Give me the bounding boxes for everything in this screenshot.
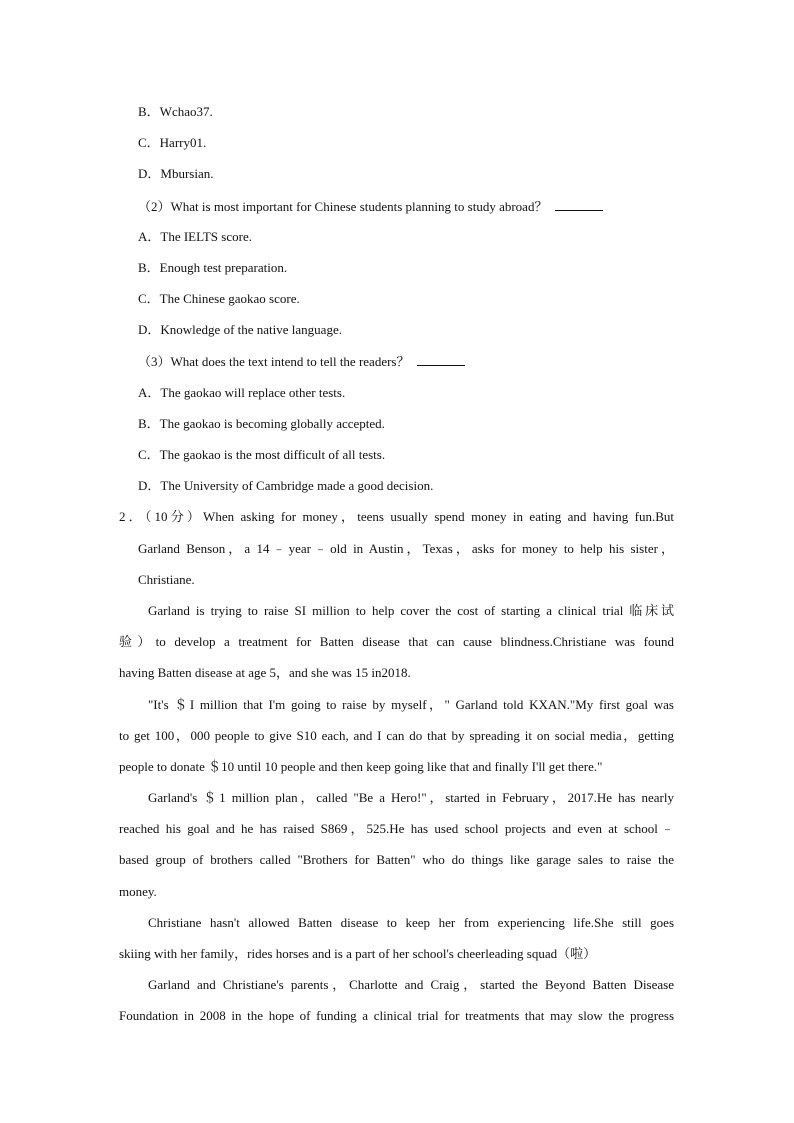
passage-line: having Batten disease at age 5，and she was 15 in2018. bbox=[119, 665, 411, 680]
answer-blank bbox=[417, 353, 465, 366]
option-c: C．Harry01. bbox=[138, 135, 207, 150]
option-c: C．The Chinese gaokao score. bbox=[138, 291, 300, 306]
passage-line: "It's ＄I million that I'm going to raise by myself，" Garland told KXAN."My first goal was bbox=[148, 697, 674, 712]
passage-line: Foundation in 2008 in the hope of funding a clinical trial for treatments that may slow the progress bbox=[119, 1008, 674, 1023]
passage-line: to get 100，000 people to give S10 each, and I can do that by spreading it on social media，getting bbox=[119, 728, 674, 743]
question-3-text: （3）What does the text intend to tell the readers？ bbox=[138, 354, 410, 369]
option-c: C．The gaokao is the most difficult of all tests. bbox=[138, 447, 386, 462]
passage-line: money. bbox=[119, 884, 157, 899]
option-b: B．Wchao37. bbox=[138, 104, 213, 119]
option-b: B．Enough test preparation. bbox=[138, 260, 288, 275]
question-2-header-line: Christiane. bbox=[138, 572, 195, 587]
passage-line: reached his goal and he has raised S869，525.He has used school projects and even at school﹣ bbox=[119, 821, 674, 836]
option-a: A．The IELTS score. bbox=[138, 229, 252, 244]
passage-line: 验）to develop a treatment for Batten disease that can cause blindness.Christiane was found bbox=[119, 634, 674, 649]
option-d: D．Knowledge of the native language. bbox=[138, 322, 342, 337]
option-d: D．Mbursian. bbox=[138, 166, 214, 181]
passage-line: Christiane hasn't allowed Batten disease to keep her from experiencing life.She still goes bbox=[148, 915, 674, 930]
question-2-header-line: 2．（10分）When asking for money，teens usually spend money in eating and having fun.But bbox=[119, 509, 674, 524]
question-2-header-line: Garland Benson，a 14﹣year﹣old in Austin，Texas，asks for money to help his sister， bbox=[138, 541, 674, 556]
answer-blank bbox=[555, 198, 603, 211]
passage-line: Garland and Christiane's parents，Charlotte and Craig，started the Beyond Batten Disease bbox=[148, 977, 674, 992]
question-2 bbox=[138, 198, 603, 215]
question-3 bbox=[138, 353, 465, 370]
option-a: A．The gaokao will replace other tests. bbox=[138, 385, 346, 400]
passage-line: Garland's ＄1 million plan，called "Be a Hero!"，started in February，2017.He has nearly bbox=[148, 790, 674, 805]
question-2-text: （2）What is most important for Chinese students planning to study abroad？ bbox=[138, 199, 548, 214]
passage-line: based group of brothers called "Brothers for Batten" who do things like garage sales to raise the bbox=[119, 852, 674, 867]
option-b: B．The gaokao is becoming globally accepted. bbox=[138, 416, 385, 431]
passage-line: Garland is trying to raise SI million to help cover the cost of starting a clinical trial 临床试 bbox=[148, 603, 674, 618]
option-d: D．The University of Cambridge made a good decision. bbox=[138, 478, 434, 493]
passage-line: skiing with her family，rides horses and is a part of her school's cheerleading squad（啦） bbox=[119, 946, 597, 961]
passage-line: people to donate ＄10 until 10 people and then keep going like that and finally I'll get there." bbox=[119, 759, 603, 774]
